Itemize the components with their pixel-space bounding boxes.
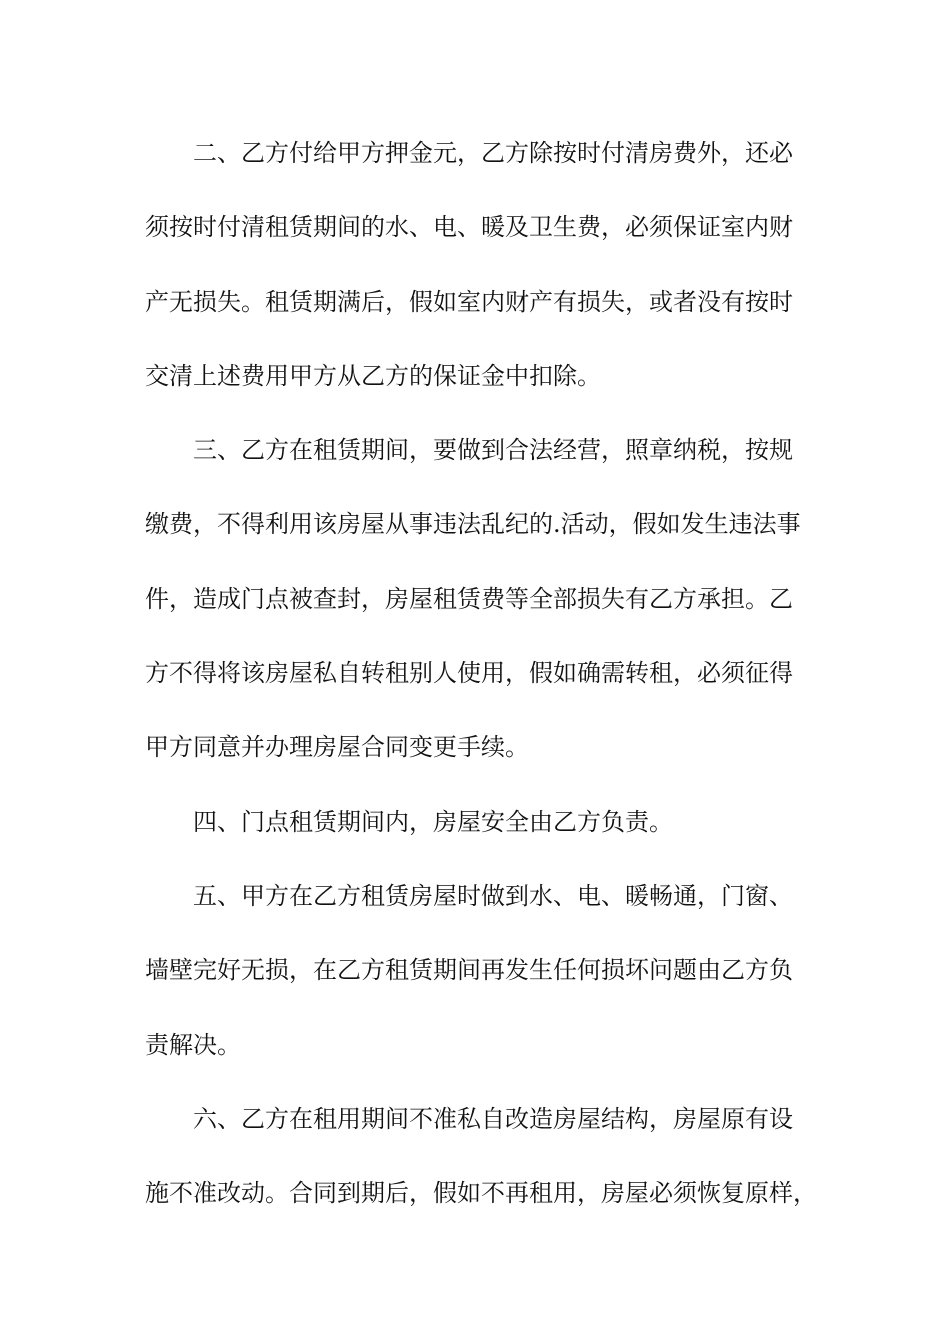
clause-2-line-3: 产无损失。租赁期满后，假如室内财产有损失，或者没有按时 xyxy=(145,287,793,316)
clause-6-line-2: 施不准改动。合同到期后，假如不再租用，房屋必须恢复原样， xyxy=(145,1179,817,1208)
clause-3-line-4: 方不得将该房屋私自转租别人使用，假如确需转租，必须征得 xyxy=(145,659,793,688)
clause-5-line-2: 墙壁完好无损，在乙方租赁期间再发生任何损坏问题由乙方负 xyxy=(145,956,793,985)
clause-3-line-3: 件，造成门点被查封，房屋租赁费等全部损失有乙方承担。乙 xyxy=(145,584,793,613)
clause-6-line-1: 六、乙方在租用期间不准私自改造房屋结构，房屋原有设 xyxy=(193,1104,793,1133)
clause-3-line-2: 缴费，不得利用该房屋从事违法乱纪的.活动，假如发生违法事 xyxy=(145,510,801,539)
clause-5-line-1: 五、甲方在乙方租赁房屋时做到水、电、暖畅通，门窗、 xyxy=(193,881,793,910)
contract-text xyxy=(145,116,817,1230)
clause-2-line-2: 须按时付清租赁期间的水、电、暖及卫生费，必须保证室内财 xyxy=(145,213,793,242)
clause-2-line-1: 二、乙方付给甲方押金元，乙方除按时付清房费外，还必 xyxy=(193,139,793,167)
clause-2-line-4: 交清上述费用甲方从乙方的保证金中扣除。 xyxy=(145,361,601,390)
clause-3-line-5: 甲方同意并办理房屋合同变更手续。 xyxy=(145,733,529,762)
clause-4-line-1: 四、门点租赁期间内，房屋安全由乙方负责。 xyxy=(193,807,673,836)
clause-5-line-3: 责解决。 xyxy=(145,1030,241,1059)
clause-3-line-1: 三、乙方在租赁期间，要做到合法经营，照章纳税，按规 xyxy=(193,436,793,465)
